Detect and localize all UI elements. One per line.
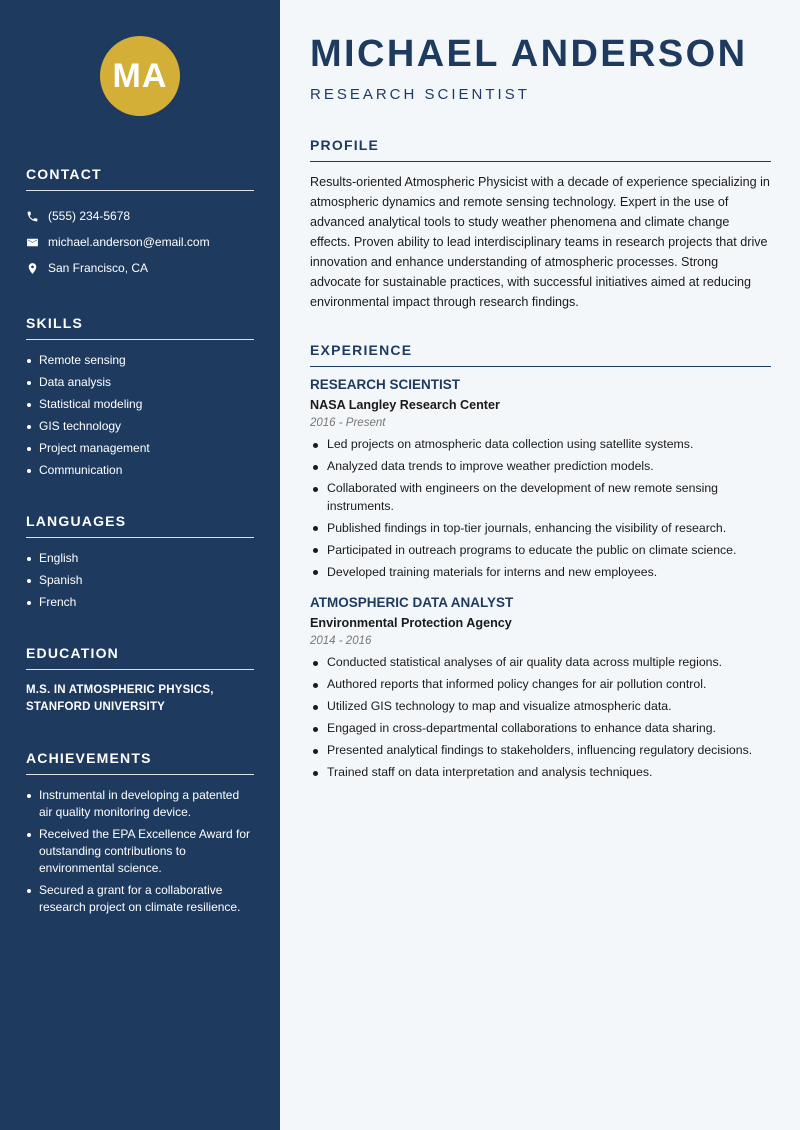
location-pin-icon xyxy=(26,262,39,275)
list-item: Project management xyxy=(26,440,254,457)
achievements-heading: ACHIEVEMENTS xyxy=(26,750,254,775)
education-heading: EDUCATION xyxy=(26,645,254,670)
sidebar xyxy=(0,0,280,1130)
languages-list xyxy=(26,550,254,611)
job-entry xyxy=(310,377,771,581)
achievements-section xyxy=(26,750,254,916)
list-item: Secured a grant for a collaborative research project on climate resilience. xyxy=(26,882,254,916)
skills-list xyxy=(26,352,254,479)
list-item: Data analysis xyxy=(26,374,254,391)
list-item: Published findings in top-tier journals, enhancing the visibility of research. xyxy=(310,520,771,538)
list-item: Conducted statistical analyses of air quality data across multiple regions. xyxy=(310,654,771,672)
job-dates: 2016 - Present xyxy=(310,417,386,429)
candidate-name: MICHAEL ANDERSON xyxy=(310,33,748,75)
contact-phone xyxy=(26,203,254,229)
phone-icon xyxy=(26,210,39,223)
list-item: Remote sensing xyxy=(26,352,254,369)
languages-heading: LANGUAGES xyxy=(26,513,254,538)
avatar-initials: MA xyxy=(100,36,180,116)
experience-section xyxy=(310,342,771,782)
skills-section xyxy=(26,315,254,479)
list-item: Developed training materials for interns and new employees. xyxy=(310,564,771,582)
education-school: STANFORD UNIVERSITY xyxy=(26,701,166,713)
achievements-list xyxy=(26,787,254,916)
location-text: San Francisco, CA xyxy=(48,261,149,275)
job-company: Environmental Protection Agency xyxy=(310,616,512,630)
email-icon xyxy=(26,236,39,249)
experience-heading: EXPERIENCE xyxy=(310,342,771,367)
contact-email xyxy=(26,229,254,255)
main-content xyxy=(280,0,800,1130)
candidate-title: RESEARCH SCIENTIST xyxy=(310,86,530,103)
job-company: NASA Langley Research Center xyxy=(310,398,500,412)
contact-heading: CONTACT xyxy=(26,166,254,191)
list-item: Received the EPA Excellence Award for outstanding contributions to environmental science. xyxy=(26,826,254,877)
job-dates: 2014 - 2016 xyxy=(310,635,372,647)
job-entry xyxy=(310,595,771,782)
list-item: French xyxy=(26,594,254,611)
job-duties xyxy=(310,654,771,782)
list-item: Collaborated with engineers on the development of new remote sensing instruments. xyxy=(310,480,771,515)
list-item: Led projects on atmospheric data collection using satellite systems. xyxy=(310,436,771,454)
job-title: ATMOSPHERIC DATA ANALYST xyxy=(310,595,514,610)
email-text[interactable]: michael.anderson@email.com xyxy=(48,235,210,249)
phone-text: (555) 234-5678 xyxy=(48,209,131,223)
list-item: Presented analytical findings to stakeholders, influencing regulatory decisions. xyxy=(310,742,771,760)
profile-section xyxy=(310,137,771,312)
list-item: Participated in outreach programs to educate the public on climate science. xyxy=(310,542,771,560)
languages-section xyxy=(26,513,254,611)
list-item: Analyzed data trends to improve weather prediction models. xyxy=(310,458,771,476)
job-duties xyxy=(310,436,771,581)
education-degree: M.S. IN ATMOSPHERIC PHYSICS, xyxy=(26,684,214,696)
contact-section xyxy=(26,166,254,281)
list-item: English xyxy=(26,550,254,567)
education-section xyxy=(26,645,254,716)
list-item: Statistical modeling xyxy=(26,396,254,413)
list-item: Utilized GIS technology to map and visualize atmospheric data. xyxy=(310,698,771,716)
list-item: Authored reports that informed policy changes for air pollution control. xyxy=(310,676,771,694)
skills-heading: SKILLS xyxy=(26,315,254,340)
list-item: Trained staff on data interpretation and analysis techniques. xyxy=(310,764,771,782)
list-item: Spanish xyxy=(26,572,254,589)
job-title: RESEARCH SCIENTIST xyxy=(310,377,461,392)
list-item: Engaged in cross-departmental collaborations to enhance data sharing. xyxy=(310,720,771,738)
list-item: Communication xyxy=(26,462,254,479)
profile-heading: PROFILE xyxy=(310,137,771,162)
contact-location xyxy=(26,255,254,281)
profile-text: Results-oriented Atmospheric Physicist with a decade of experience specializing in atmospheric dynamics and remote sensing technology. Expert in the use of advanced analytical tools to study weather phenomena and climate change effects. Proven ability to lead interdisciplinary teams in research projects that drive innovation and enhance understanding of atmospheric processes. Strong advocate for sustainable practices, with successful initiatives aimed at reducing environmental impact through research findings. xyxy=(310,175,770,309)
list-item: GIS technology xyxy=(26,418,254,435)
list-item: Instrumental in developing a patented air quality monitoring device. xyxy=(26,787,254,821)
